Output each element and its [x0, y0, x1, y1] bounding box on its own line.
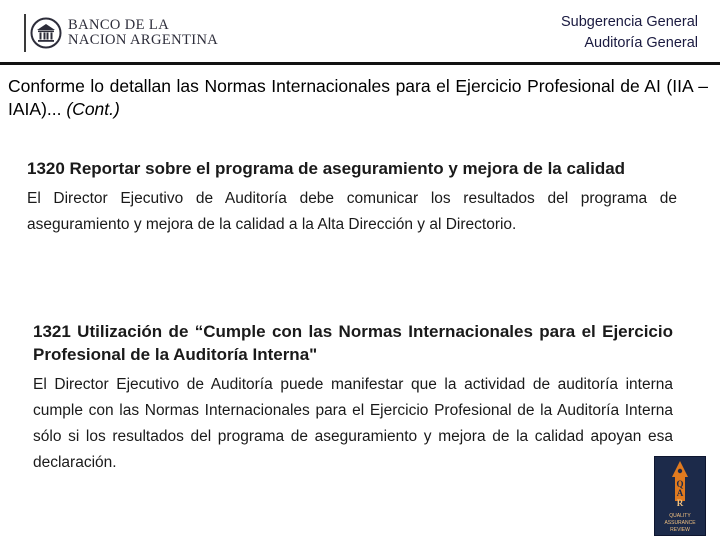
qar-letter-q: Q: [676, 479, 684, 489]
page-title: [8, 75, 708, 121]
qar-letter-a: A: [676, 488, 684, 498]
department-label: [561, 12, 698, 54]
section-1320: [27, 157, 677, 238]
qar-line-3: REVIEW: [670, 527, 690, 533]
bank-logo: [24, 14, 218, 52]
department-line-1: Subgerencia General: [560, 14, 698, 30]
department-line-2: Auditoría General: [584, 35, 698, 51]
section-heading: 1320 Reportar sobre el programa de aseguramiento y mejora de la calidad: [27, 159, 626, 178]
title-main: Conforme lo detallan las Normas Internacionales para el Ejercicio Profesional de AI (IIA – IAIA)...: [8, 76, 708, 119]
qar-letter-r: R: [676, 498, 684, 508]
section-1321: [33, 320, 673, 476]
logo-divider: [24, 14, 26, 52]
title-continued: (Cont.): [66, 99, 120, 119]
quality-assurance-review-badge: [654, 456, 706, 536]
logo-line-1: BANCO DE LA: [68, 17, 170, 33]
header: [0, 0, 720, 62]
section-body: El Director Ejecutivo de Auditoría debe comunicar los resultados del programa de aseguramiento y mejora de la calidad a la Alta Dirección y al Directorio.: [27, 190, 677, 233]
bank-building-icon: [30, 17, 62, 49]
section-heading: 1321 Utilización de “Cumple con las Normas Internacionales para el Ejercicio Profesional de la Auditoría Interna": [33, 322, 673, 364]
qar-line-1: QUALITY: [669, 513, 691, 519]
logo-line-2: NACION ARGENTINA: [68, 32, 219, 48]
qar-line-2: ASSURANCE: [664, 520, 696, 526]
header-divider: [0, 62, 720, 65]
section-body: El Director Ejecutivo de Auditoría puede manifestar que la actividad de auditoría interna cumple con las Normas Internacionales para el Ejercicio Profesional de la Auditoría Interna sólo si los resultados del programa de aseguramiento y mejora de la calidad apoyan esa declaración.: [33, 376, 673, 471]
qar-emblem-icon: [655, 457, 705, 535]
logo-wordmark: [68, 18, 218, 48]
